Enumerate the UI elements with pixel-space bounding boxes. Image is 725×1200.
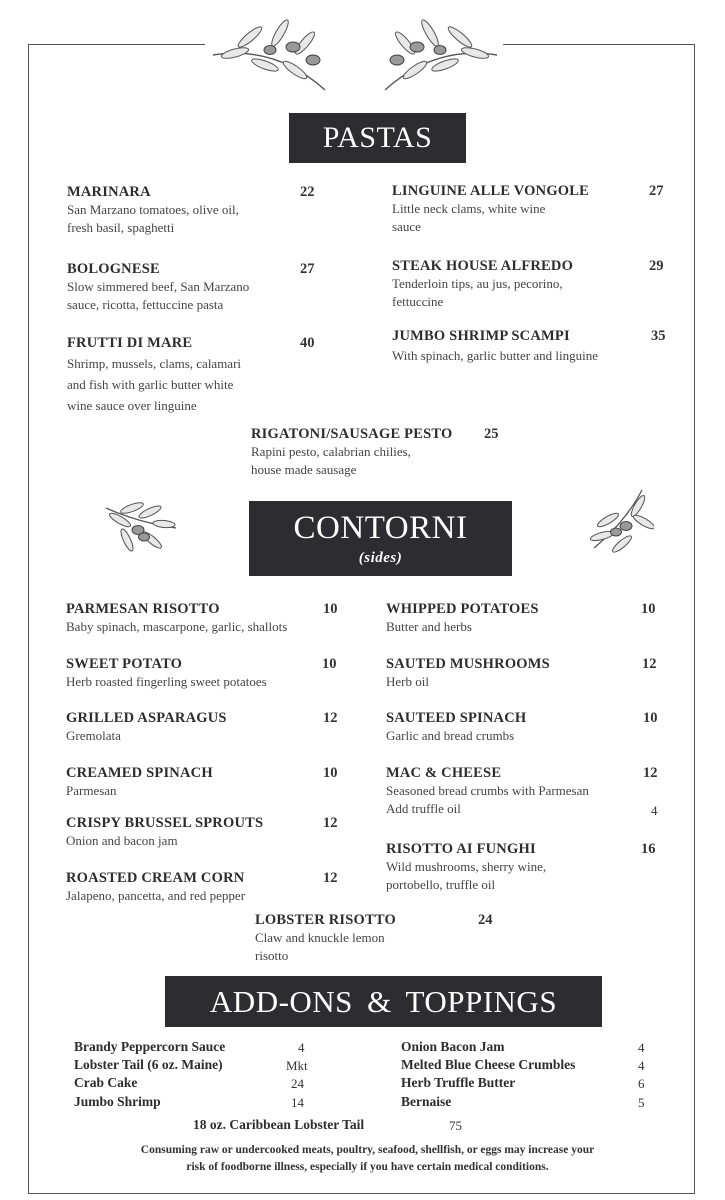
section-title: PASTAS [322, 121, 433, 154]
addon-name: Herb Truffle Butter [401, 1075, 516, 1090]
item-name: JUMBO SHRIMP SCAMPI [392, 328, 570, 344]
menu-item [67, 261, 249, 313]
item-name: SAUTEED SPINACH [386, 710, 527, 726]
item-name: MARINARA [67, 184, 151, 200]
olive-sprig-icon [102, 500, 180, 555]
item-desc: Claw and knuckle lemon [255, 930, 385, 945]
item-price: 10 [323, 601, 338, 617]
item-desc: Rapini pesto, calabrian chilies, [251, 444, 411, 459]
item-desc: Seasoned bread crumbs with Parmesan [386, 783, 589, 798]
addon-price: 4 [298, 1040, 305, 1055]
item-desc: Herb oil [386, 674, 429, 689]
item-desc: Herb roasted fingerling sweet potatoes [66, 674, 267, 689]
item-name: PARMESAN RISOTTO [66, 601, 220, 617]
item-desc: sauce [392, 218, 421, 234]
item-desc: Wild mushrooms, sherry wine, [386, 859, 547, 874]
item-price: 12 [323, 870, 338, 886]
item-name: CREAMED SPINACH [66, 765, 213, 781]
menu-item [66, 656, 267, 691]
olive-branch-icon [205, 15, 505, 95]
item-desc: sauce, ricotta, fettuccine pasta [67, 296, 224, 312]
item-price: 12 [323, 710, 338, 726]
section-title: CONTORNI [293, 510, 468, 546]
item-desc: Butter and herbs [386, 619, 472, 634]
item-price: 12 [323, 815, 338, 831]
warning-line: Consuming raw or undercooked meats, poultry, seafood, shellfish, or eggs may increase your [140, 1144, 595, 1156]
item-desc: Parmesan [66, 783, 117, 798]
item-price: 29 [649, 258, 664, 274]
item-price: 12 [643, 765, 658, 781]
menu-item [67, 335, 241, 416]
item-desc: Little neck clams, white wine [392, 201, 546, 216]
item-desc: Shrimp, mussels, clams, calamari [67, 356, 242, 371]
item-desc: Slow simmered beef, San Marzano [67, 279, 250, 294]
menu-item [255, 912, 396, 964]
item-desc: and fish with garlic butter white [67, 377, 234, 392]
item-desc: Add truffle oil [386, 800, 461, 816]
item-desc: Tenderloin tips, au jus, pecorino, [392, 276, 563, 291]
item-name: ROASTED CREAM CORN [66, 870, 245, 886]
item-desc: risotto [255, 947, 289, 963]
item-name: LOBSTER RISOTTO [255, 912, 396, 928]
item-name: BOLOGNESE [67, 261, 160, 277]
addon-name: Onion Bacon Jam [401, 1039, 505, 1054]
addon-price: 6 [638, 1076, 645, 1091]
item-desc: portobello, truffle oil [386, 876, 496, 892]
addon-price: 5 [638, 1095, 645, 1110]
item-extra-price: 4 [651, 803, 658, 818]
menu-item [251, 426, 452, 478]
item-price: 24 [478, 912, 493, 928]
section-subtitle: (sides) [358, 550, 403, 566]
item-desc: Jalapeno, pancetta, and red pepper [66, 888, 246, 903]
addon-name: Melted Blue Cheese Crumbles [401, 1057, 576, 1072]
menu-item [66, 601, 287, 636]
item-price: 22 [300, 184, 315, 200]
menu-item [67, 184, 239, 236]
item-name: WHIPPED POTATOES [386, 601, 539, 617]
item-price: 10 [323, 765, 338, 781]
item-price: 10 [322, 656, 337, 672]
item-price: 35 [651, 328, 666, 344]
menu-item [392, 183, 589, 235]
item-name: SAUTED MUSHROOMS [386, 656, 550, 672]
item-desc: wine sauce over linguine [67, 398, 197, 413]
item-name: SWEET POTATO [66, 656, 183, 672]
menu-item [392, 328, 598, 365]
item-desc: fresh basil, spaghetti [67, 219, 175, 235]
item-name: CRISPY BRUSSEL SPROUTS [66, 815, 264, 831]
addon-name: Jumbo Shrimp [74, 1094, 161, 1109]
item-desc: With spinach, garlic butter and linguine [392, 348, 598, 363]
pastas-banner [289, 113, 466, 163]
section-title: ADD-ONS & TOPPINGS [209, 984, 558, 1019]
item-name: RIGATONI/SAUSAGE PESTO [251, 426, 453, 442]
menu-item [386, 601, 539, 636]
menu-item [386, 841, 546, 893]
item-price: 40 [300, 335, 315, 351]
addon-name: 18 oz. Caribbean Lobster Tail [193, 1117, 365, 1132]
item-price: 27 [300, 261, 315, 277]
addon-price: 75 [449, 1118, 462, 1133]
item-desc: fettuccine [392, 293, 444, 309]
item-desc: Baby spinach, mascarpone, garlic, shallots [66, 619, 288, 634]
menu-item [386, 765, 589, 817]
olive-sprig-icon [586, 486, 654, 556]
item-name: RISOTTO AI FUNGHI [386, 841, 536, 857]
item-desc: Onion and bacon jam [66, 833, 178, 848]
food-safety-warning [75, 1142, 660, 1176]
addon-price: Mkt [286, 1058, 308, 1073]
addon-name: Lobster Tail (6 oz. Maine) [74, 1057, 223, 1072]
menu-item [386, 710, 526, 745]
item-desc: San Marzano tomatoes, olive oil, [67, 202, 239, 217]
item-price: 10 [643, 710, 658, 726]
menu-item [66, 765, 213, 800]
item-name: FRUTTI DI MARE [67, 335, 193, 351]
addon-price: 24 [291, 1076, 304, 1091]
item-desc: house made sausage [251, 461, 357, 477]
addon-name: Bernaise [401, 1094, 452, 1109]
menu-item [386, 656, 550, 691]
warning-line: risk of foodborne illness, especially if you have certain medical conditions. [186, 1161, 549, 1173]
menu-item [66, 815, 263, 850]
menu-item [392, 258, 573, 310]
item-name: LINGUINE ALLE VONGOLE [392, 183, 590, 199]
addon-price: 4 [638, 1040, 645, 1055]
addon-name: Brandy Peppercorn Sauce [74, 1039, 226, 1054]
item-price: 10 [641, 601, 656, 617]
addon-price: 14 [291, 1095, 304, 1110]
item-name: STEAK HOUSE ALFREDO [392, 258, 574, 274]
item-desc: Gremolata [66, 728, 121, 743]
addons-banner [165, 976, 602, 1027]
item-price: 25 [484, 426, 499, 442]
menu-item [66, 870, 245, 905]
contorni-banner [249, 501, 512, 576]
menu-item [66, 710, 227, 745]
item-price: 16 [641, 841, 656, 857]
item-name: GRILLED ASPARAGUS [66, 710, 227, 726]
item-desc: Garlic and bread crumbs [386, 728, 515, 743]
item-price: 12 [642, 656, 657, 672]
item-name: MAC & CHEESE [386, 765, 502, 781]
item-price: 27 [649, 183, 664, 199]
addon-price: 4 [638, 1058, 645, 1073]
addon-name: Crab Cake [74, 1075, 138, 1090]
